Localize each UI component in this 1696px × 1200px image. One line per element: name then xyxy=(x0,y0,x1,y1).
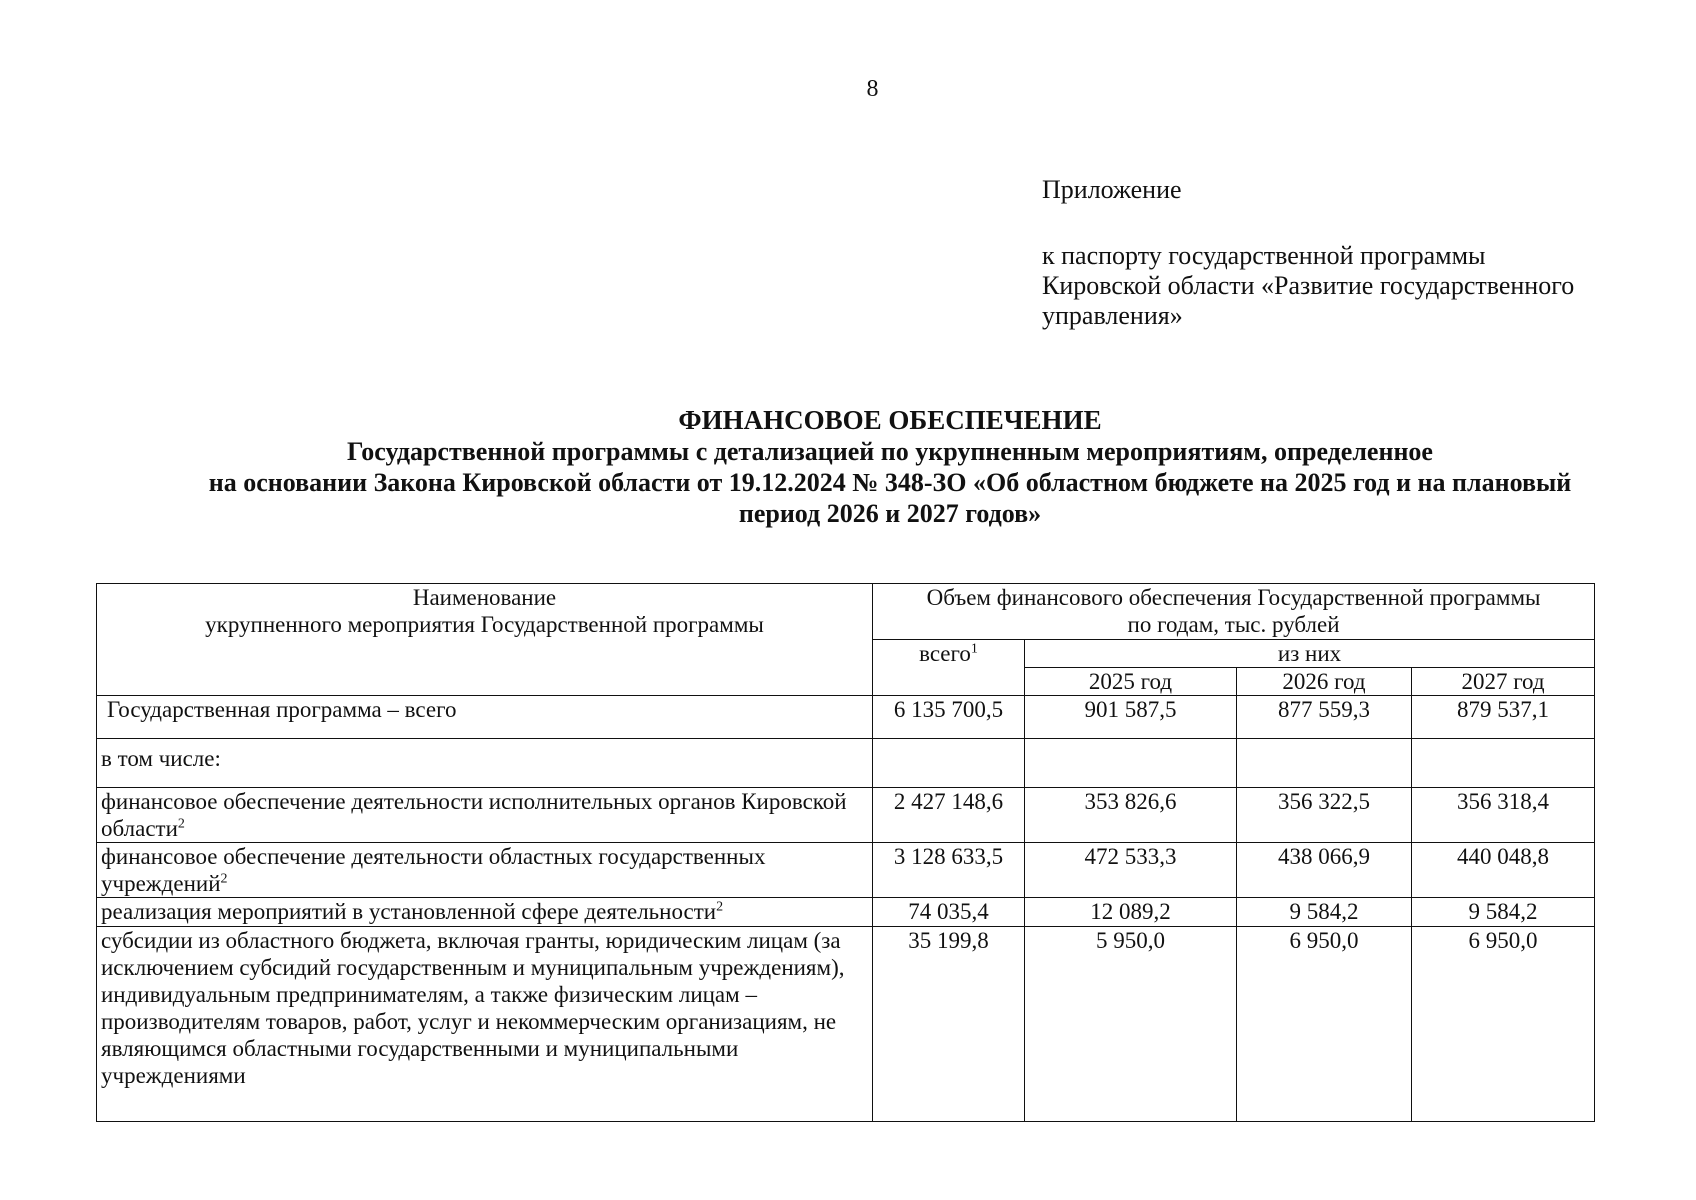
document-subtitle-line: на основании Закона Кировской области от 19.12.2024 № 348-ЗО «Об областном бюджете на 2025 год и на плановый xyxy=(208,468,1572,497)
footnote-marker: 2 xyxy=(177,816,185,832)
header-name-line: укрупненного мероприятия Государственной программы xyxy=(205,612,764,637)
row-name-cell xyxy=(97,898,873,927)
row-total-value: 6 135 700,5 xyxy=(873,696,1025,739)
document-title: ФИНАНСОВОЕ ОБЕСПЕЧЕНИЕ xyxy=(678,405,1102,435)
document-subtitle-line: период 2026 и 2027 годов» xyxy=(738,499,1042,528)
row-value-2026: 6 950,0 xyxy=(1237,927,1412,1122)
header-year-2026: 2026 год xyxy=(1237,668,1412,696)
header-name-column xyxy=(97,584,873,696)
finance-table xyxy=(96,583,1595,1122)
row-value-2026 xyxy=(1237,739,1412,788)
appendix-subtitle-line: Кировской области «Развитие государственного xyxy=(1042,271,1575,300)
row-total-value: 2 427 148,6 xyxy=(873,788,1025,843)
page-number: 8 xyxy=(866,76,879,102)
footnote-marker: 2 xyxy=(220,871,228,887)
row-value-2027: 879 537,1 xyxy=(1412,696,1595,739)
header-year-2025: 2025 год xyxy=(1025,668,1237,696)
row-value-2026: 9 584,2 xyxy=(1237,898,1412,927)
header-volume-line: Объем финансового обеспечения Государственной программы xyxy=(926,585,1541,610)
row-value-2026: 356 322,5 xyxy=(1237,788,1412,843)
row-value-2027: 6 950,0 xyxy=(1412,927,1595,1122)
appendix-block xyxy=(1042,175,1662,331)
row-value-2027: 9 584,2 xyxy=(1412,898,1595,927)
table-row xyxy=(97,898,1595,927)
row-value-2027: 356 318,4 xyxy=(1412,788,1595,843)
row-value-2026: 877 559,3 xyxy=(1237,696,1412,739)
footnote-marker: 2 xyxy=(716,899,724,915)
row-name: финансовое обеспечение деятельности исполнительных органов Кировской области xyxy=(101,789,847,841)
header-of-them: из них xyxy=(1025,640,1595,668)
row-name-cell xyxy=(97,843,873,898)
row-value-2025 xyxy=(1025,739,1237,788)
row-name: реализация мероприятий в установленной сфере деятельности xyxy=(101,899,717,924)
header-total-label: всего xyxy=(919,641,971,666)
header-volume-column xyxy=(873,584,1595,640)
header-year-2027: 2027 год xyxy=(1412,668,1595,696)
row-name: Государственная программа – всего xyxy=(97,696,873,739)
appendix-subtitle xyxy=(1042,241,1662,331)
header-name-line: Наименование xyxy=(412,585,557,610)
table-row xyxy=(97,788,1595,843)
table-row xyxy=(97,739,1595,788)
row-value-2025: 5 950,0 xyxy=(1025,927,1237,1122)
row-value-2026: 438 066,9 xyxy=(1237,843,1412,898)
table-row xyxy=(97,843,1595,898)
row-value-2025: 353 826,6 xyxy=(1025,788,1237,843)
appendix-title: Приложение xyxy=(1042,175,1182,204)
row-value-2025: 12 089,2 xyxy=(1025,898,1237,927)
document-title-block xyxy=(60,405,1696,529)
table-row xyxy=(97,927,1595,1122)
document-subtitle-line: Государственной программы с детализацией по укрупненным мероприятиям, определенное xyxy=(347,437,1433,466)
row-value-2027 xyxy=(1412,739,1595,788)
row-total-value xyxy=(873,739,1025,788)
header-total xyxy=(873,640,1025,696)
row-name: субсидии из областного бюджета, включая гранты, юридическим лицам (за исключением субсидий государственным и муниципальным учреждениям), индивидуальным предпринимателям, а также физическим лицам – производителям товаров, работ, услуг и некоммерческим организациям, не являющимся областными государственными и муниципальными учреждениями xyxy=(97,927,873,1122)
row-value-2027: 440 048,8 xyxy=(1412,843,1595,898)
footnote-marker: 1 xyxy=(970,641,978,657)
row-name: финансовое обеспечение деятельности областных государственных учреждений xyxy=(101,844,766,896)
row-name-cell xyxy=(97,788,873,843)
row-total-value: 74 035,4 xyxy=(873,898,1025,927)
row-value-2025: 472 533,3 xyxy=(1025,843,1237,898)
appendix-subtitle-line: к паспорту государственной программы xyxy=(1042,241,1486,270)
table-row xyxy=(97,696,1595,739)
row-total-value: 35 199,8 xyxy=(873,927,1025,1122)
row-value-2025: 901 587,5 xyxy=(1025,696,1237,739)
row-total-value: 3 128 633,5 xyxy=(873,843,1025,898)
appendix-subtitle-line: управления» xyxy=(1042,301,1183,330)
row-name: в том числе: xyxy=(97,739,873,788)
header-volume-line: по годам, тыс. рублей xyxy=(1127,612,1340,637)
